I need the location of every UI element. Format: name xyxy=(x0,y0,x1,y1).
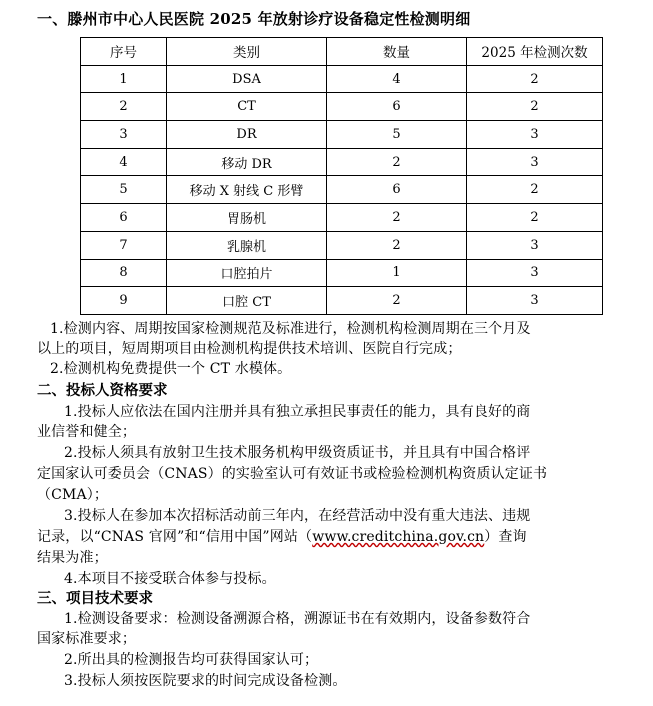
cell-seq: 2 xyxy=(81,93,167,121)
cell-category: 口腔 CT xyxy=(167,287,327,315)
document-title: 一、滕州市中心人民医院 2025 年放射诊疗设备稳定性检测明细 xyxy=(37,10,471,28)
header-test-count: 2025 年检测次数 xyxy=(467,38,603,66)
cell-seq: 4 xyxy=(81,148,167,176)
cell-quantity: 6 xyxy=(327,93,467,121)
cell-quantity: 5 xyxy=(327,121,467,149)
cell-test-count: 2 xyxy=(467,65,603,93)
table-row xyxy=(81,259,603,287)
cell-test-count: 3 xyxy=(467,231,603,259)
note-1-line-2: 以上的项目，短周期项目由检测机构提供技术培训、医院自行完成； xyxy=(37,341,462,357)
cell-category: CT xyxy=(167,93,327,121)
cell-category: DR xyxy=(167,121,327,149)
s2-p4: 4.本项目不接受联合体参与投标。 xyxy=(64,571,276,587)
header-seq: 序号 xyxy=(81,38,167,66)
s2-p1-line-2: 业信誉和健全； xyxy=(37,424,137,440)
s2-p2-line-2: 定国家认可委员会（CNAS）的实验室认可有效证书或检验检测机构资质认定证书 xyxy=(37,466,548,482)
cell-test-count: 2 xyxy=(467,93,603,121)
table-row xyxy=(81,231,603,259)
table-row xyxy=(81,176,603,204)
creditchina-link[interactable]: www.creditchina.gov.cn xyxy=(312,529,485,545)
cell-seq: 1 xyxy=(81,65,167,93)
s3-p2: 2.所出具的检测报告均可获得国家认可； xyxy=(64,652,319,668)
table-row xyxy=(81,148,603,176)
table-row xyxy=(81,121,603,149)
cell-test-count: 3 xyxy=(467,259,603,287)
cell-quantity: 2 xyxy=(327,204,467,232)
table-row xyxy=(81,287,603,315)
header-quantity: 数量 xyxy=(327,38,467,66)
cell-category: 胃肠机 xyxy=(167,204,327,232)
note-2: 2.检测机构免费提供一个 CT 水模体。 xyxy=(50,361,292,377)
cell-seq: 5 xyxy=(81,176,167,204)
table-row xyxy=(81,93,603,121)
cell-test-count: 3 xyxy=(467,121,603,149)
cell-category: 乳腺机 xyxy=(167,231,327,259)
s2-p3-text-a: 记录，以“CNAS 官网”和“信用中国”网站（ xyxy=(37,529,313,545)
s2-p3-line-3: 结果为准； xyxy=(37,550,108,566)
cell-test-count: 3 xyxy=(467,148,603,176)
cell-category: 口腔拍片 xyxy=(167,259,327,287)
cell-quantity: 2 xyxy=(327,231,467,259)
cell-test-count: 2 xyxy=(467,176,603,204)
cell-quantity: 4 xyxy=(327,65,467,93)
s2-p3-line-2 xyxy=(37,526,527,546)
cell-category: DSA xyxy=(167,65,327,93)
cell-quantity: 2 xyxy=(327,148,467,176)
cell-category: 移动 DR xyxy=(167,148,327,176)
equipment-table xyxy=(80,37,603,315)
s2-p3-text-b: ）查询 xyxy=(484,529,527,545)
header-category: 类别 xyxy=(167,38,327,66)
s2-p3-line-1: 3.投标人在参加本次招标活动前三年内，在经营活动中没有重大违法、违规 xyxy=(64,508,531,524)
s2-p2-line-3: （CMA）； xyxy=(37,487,109,503)
cell-seq: 3 xyxy=(81,121,167,149)
section-2-title: 二、投标人资格要求 xyxy=(37,382,168,399)
cell-seq: 9 xyxy=(81,287,167,315)
table-row xyxy=(81,204,603,232)
cell-quantity: 2 xyxy=(327,287,467,315)
cell-quantity: 1 xyxy=(327,259,467,287)
cell-test-count: 2 xyxy=(467,204,603,232)
s2-p2-line-1: 2.投标人须具有放射卫生技术服务机构甲级资质证书，并且具有中国合格评 xyxy=(64,445,531,461)
table-row xyxy=(81,65,603,93)
s3-p1-line-2: 国家标准要求； xyxy=(37,631,137,647)
s3-p3: 3.投标人须按医院要求的时间完成设备检测。 xyxy=(64,673,347,689)
cell-seq: 6 xyxy=(81,204,167,232)
table-header-row xyxy=(81,38,603,66)
section-3-title: 三、项目技术要求 xyxy=(37,590,153,607)
s3-p1-line-1: 1.检测设备要求：检测设备溯源合格，溯源证书在有效期内，设备参数符合 xyxy=(64,611,531,627)
cell-test-count: 3 xyxy=(467,287,603,315)
note-1-line-1: 1.检测内容、周期按国家检测规范及标准进行，检测机构检测周期在三个月及 xyxy=(50,321,531,337)
s2-p1-line-1: 1.投标人应依法在国内注册并具有独立承担民事责任的能力，具有良好的商 xyxy=(64,404,531,420)
cell-seq: 8 xyxy=(81,259,167,287)
cell-category: 移动 X 射线 C 形臂 xyxy=(167,176,327,204)
cell-seq: 7 xyxy=(81,231,167,259)
cell-quantity: 6 xyxy=(327,176,467,204)
